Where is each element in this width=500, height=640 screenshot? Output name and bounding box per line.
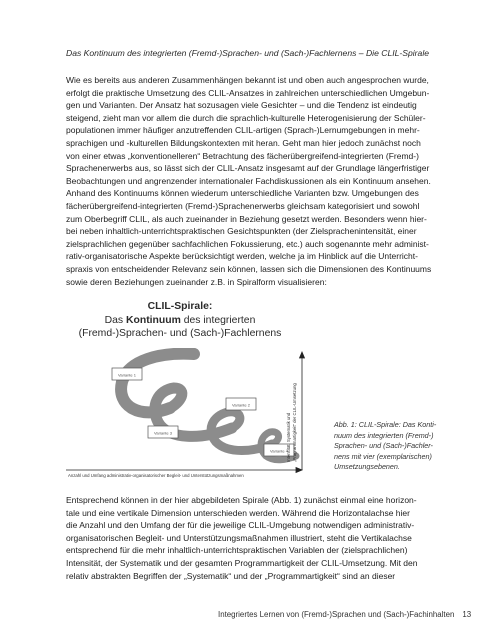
page-footer: [218, 610, 472, 619]
text-line: Beobachtungen und angrenzender internationaler Fachdiskussionen als ein Kontinuum ansehen.: [66, 175, 431, 186]
figure-title-line2: Das Kontinuum des integrierten: [104, 314, 256, 326]
caption-line: Umsetzungsebenen.: [334, 462, 400, 472]
text-line: gen und Varianten. Der Ansatz hat sozusagen viele Gesichter – und die Tendenz ist eindeutig: [66, 100, 417, 111]
text-line: die Anzahl und den Umfang der für die jeweilige CLIL-Umgebung notwendigen administrativ-: [66, 520, 415, 531]
clil-spiral-figure: [66, 300, 450, 482]
text-line: relativ abstrakten Begriffen der „Systematik“ und der „Programmartigkeit“ sind an dieser: [66, 570, 396, 581]
text-line: populationen immer häufiger anzutreffenden CLIL-artigen (Sprach-)Lernumgebungen in mehr-: [66, 125, 420, 136]
y-axis-label-line1: Intensität, Systematik und: [286, 412, 291, 462]
text-line: fächerübergreifend-integrierten (Fremd-)Sprachenerwerbs gleichsam kategorisiert und sowohl: [66, 200, 420, 211]
text-line: Entsprechend können in der hier abgebildeten Spirale (Abb. 1) zunächst einmal eine horizon-: [66, 495, 417, 505]
page-number: 13: [462, 610, 472, 619]
text-line: organisatorischen Begleit- und Unterstützungsmaßnahmen illustriert, steht die Vertikalachse: [66, 532, 412, 543]
paragraph-intro: [66, 74, 448, 288]
variant-box-label: Variante 2: [232, 402, 250, 408]
variant-box-label: Variante 4: [270, 448, 288, 454]
figure-title: [78, 300, 282, 341]
text-line: spraxis von entscheidender Relevanz sein können, lassen sich die Dimensionen des Kontinuums: [66, 263, 432, 274]
text-line: Sprachenerwerbs aus, so lässt sich der CLIL-Ansatz insgesamt auf der Grundlage längerfristiger: [66, 163, 430, 174]
y-axis-label: [286, 383, 297, 462]
variant-box-label: Variante 1: [118, 372, 136, 378]
y-axis-label-line2: „Programmartigkeit“ der CLIL-Umsetzung: [292, 383, 297, 462]
text-line: tale und eine vertikale Dimension unterschieden werden. Während die Horizontalachse hier: [66, 507, 410, 518]
text-line: von einer etwas „konventionelleren“ Betrachtung des fächerübergreifend-integrierten (Fremd-): [66, 150, 419, 161]
running-head: Das Kontinuum des integrierten (Fremd-)Sprachen- und (Sach-)Fachlernens – Die CLIL-Spirale: [66, 48, 430, 58]
paragraph-explanation: [66, 494, 448, 582]
y-axis-arrow-icon: [300, 352, 305, 358]
caption-line: Sprachen- und (Sach-)Fachler-: [334, 441, 433, 451]
text-line: Anhand des Kontinuums können wiederum unterschiedliche Varianten bzw. Umgebungen des: [66, 188, 419, 199]
variant-box-label: Variante 3: [154, 430, 172, 436]
caption-line: nens mit vier (exemplarischen): [334, 451, 432, 461]
text-line: erfolgt die praktische Umsetzung des CLIL-Ansatzes in zahlreichen unterschiedlichen Umgebun-: [66, 87, 430, 98]
caption-line: Abb. 1: CLIL-Spirale: Das Konti-: [334, 420, 437, 429]
text-line: sowie deren Beziehungen zueinander z.B. in Spiralform visualisieren:: [66, 276, 327, 287]
text-line: bei neben inhaltlich-unterrichtspraktischen Gesichtspunkten (der Zielsprachenintensität, einer: [66, 226, 417, 237]
text-line: zum Oberbegriff CLIL, als auch zueinander in Beziehung gesetzt werden. Besonders wenn hier-: [66, 213, 427, 224]
caption-line: nuum des integrierten (Fremd-): [334, 430, 434, 440]
figure-title-line1: CLIL-Spirale:: [147, 301, 213, 312]
text-line: sprachigen und -kulturellen Bildungskontexten mit heran. Geht man hier jedoch zunächst noch: [66, 137, 421, 148]
figure-caption: [334, 420, 448, 473]
x-axis-arrow-icon: [296, 468, 302, 473]
footer-title: Integriertes Lernen von (Fremd-)Sprachen und (Sach-)Fachinhalten: [218, 610, 455, 619]
text-line: steigend, zieht man vor allem die durch die sprachlich-kulturelle Heterogenisierung der Schüler-: [66, 112, 426, 123]
spiral-diagram: [66, 348, 306, 480]
text-line: entsprechend für die mehr inhaltlich-unterrichtspraktischen Variablen der (zielsprachlichen): [66, 545, 408, 556]
figure-title-line3: (Fremd-)Sprachen- und (Sach-)Fachlernens: [78, 328, 282, 339]
x-axis-label: Anzahl und Umfang administrativ-organisatorischer Begleit- und Unterstützungsmaßnahmen: [68, 473, 244, 478]
text-line: Wie es bereits aus anderen Zusammenhängen bekannt ist und oben auch angesprochen wurde,: [66, 75, 429, 85]
text-line: zielsprachlichen gegenüber sachfachlichen Fokussierung, etc.) auch sogenannte mehr administ-: [66, 238, 429, 249]
text-line: rativ-organisatorische Aspekte berücksichtigt werden, welche ja im Hinblick auf die Unterricht-: [66, 251, 418, 262]
text-line: Intensität, der Systematik und der gesamten Programmartigkeit der CLIL-Umsetzung. Mit den: [66, 557, 418, 568]
